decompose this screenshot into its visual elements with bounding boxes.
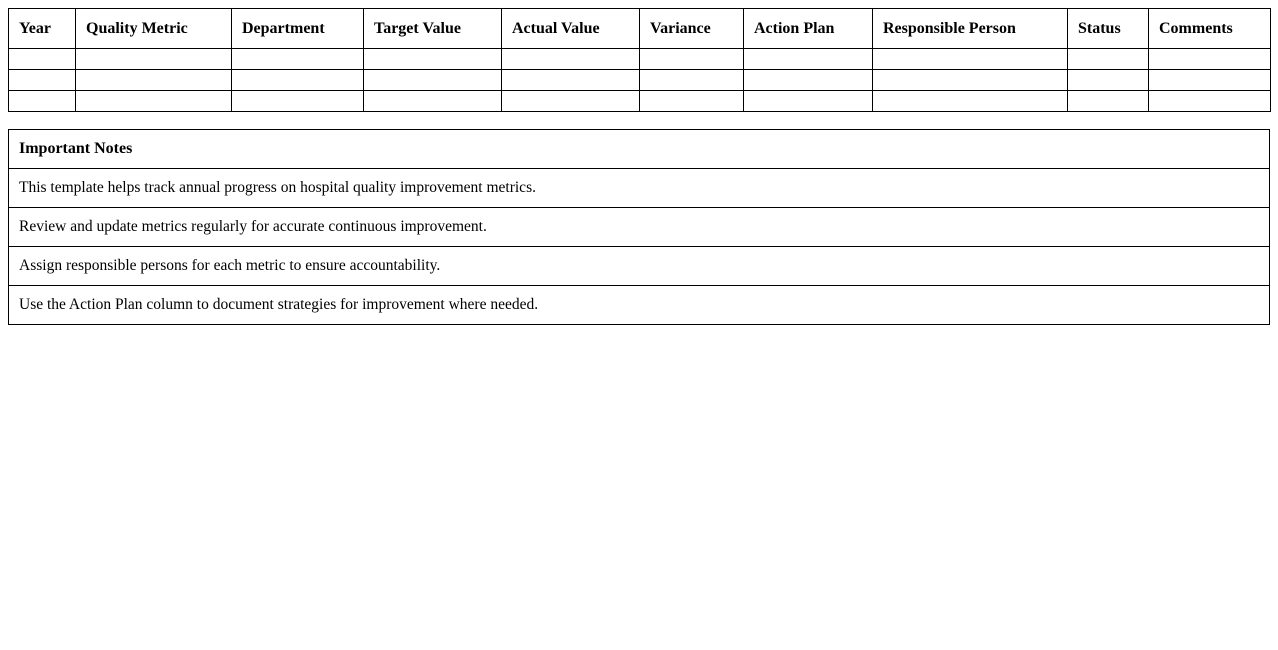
notes-header-row [9,130,1270,169]
list-item [9,247,1270,286]
table-cell[interactable] [76,70,232,91]
table-cell[interactable] [9,70,76,91]
table-cell[interactable] [873,70,1068,91]
table-cell[interactable] [502,70,640,91]
table-cell[interactable] [1068,49,1149,70]
table-cell[interactable] [744,70,873,91]
table-cell[interactable] [1149,70,1271,91]
list-item [9,208,1270,247]
table-cell[interactable] [873,49,1068,70]
table-cell[interactable] [76,49,232,70]
notes-title: Important Notes [9,130,1270,169]
table-cell[interactable] [640,91,744,112]
table-row [9,49,1271,70]
table-row [9,91,1271,112]
note-text: Review and update metrics regularly for accurate continuous improvement. [9,208,1270,247]
column-header-action-plan: Action Plan [744,9,873,49]
column-header-responsible-person: Responsible Person [873,9,1068,49]
table-cell[interactable] [232,70,364,91]
table-cell[interactable] [364,91,502,112]
table-cell[interactable] [364,49,502,70]
table-cell[interactable] [1068,70,1149,91]
quality-metrics-table [8,8,1271,112]
note-text: This template helps track annual progress on hospital quality improvement metrics. [9,169,1270,208]
note-text: Assign responsible persons for each metric to ensure accountability. [9,247,1270,286]
table-cell[interactable] [744,91,873,112]
table-cell[interactable] [232,49,364,70]
table-cell[interactable] [76,91,232,112]
column-header-status: Status [1068,9,1149,49]
list-item [9,286,1270,325]
note-text: Use the Action Plan column to document strategies for improvement where needed. [9,286,1270,325]
table-cell[interactable] [744,49,873,70]
table-cell[interactable] [640,49,744,70]
column-header-year: Year [9,9,76,49]
list-item [9,169,1270,208]
column-header-variance: Variance [640,9,744,49]
column-header-comments: Comments [1149,9,1271,49]
table-cell[interactable] [364,70,502,91]
table-cell[interactable] [502,49,640,70]
column-header-actual-value: Actual Value [502,9,640,49]
table-cell[interactable] [9,49,76,70]
table-cell[interactable] [9,91,76,112]
header-row [9,9,1271,49]
table-cell[interactable] [873,91,1068,112]
table-row [9,70,1271,91]
table-cell[interactable] [1149,49,1271,70]
table-cell[interactable] [1149,91,1271,112]
column-header-department: Department [232,9,364,49]
table-cell[interactable] [502,91,640,112]
table-cell[interactable] [640,70,744,91]
column-header-target-value: Target Value [364,9,502,49]
table-cell[interactable] [1068,91,1149,112]
column-header-quality-metric: Quality Metric [76,9,232,49]
important-notes-table [8,129,1270,325]
table-cell[interactable] [232,91,364,112]
